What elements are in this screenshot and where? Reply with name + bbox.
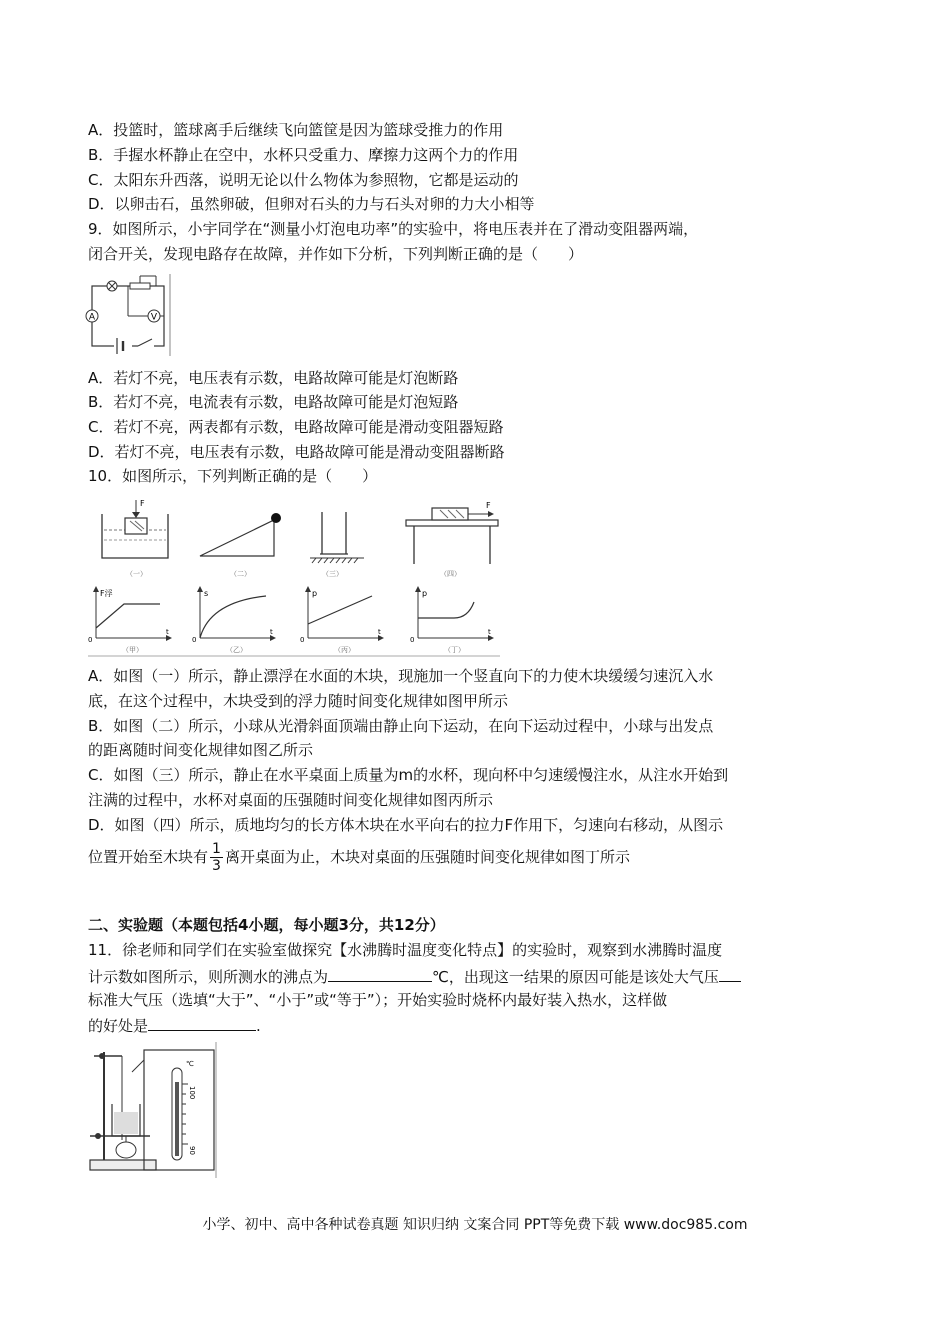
- q10-figures: [88, 492, 508, 657]
- q8-option-d: D．以卵击石，虽然卵破，但卵对石头的力与石头对卵的力大小相等: [88, 195, 535, 213]
- q10-option-c-line2: 注满的过程中，水杯对桌面的压强随时间变化规律如图丙所示: [88, 791, 494, 809]
- q10-stem: 10．如图所示，下列判断正确的是（ ）: [88, 467, 378, 485]
- q11-line2-mid: ℃，出现这一结果的原因可能是该处大气压: [432, 968, 719, 986]
- q10-option-c-line1: C．如图（三）所示，静止在水平桌面上质量为m的水杯，现向杯中匀速缓慢注水，从注水开始到: [88, 766, 729, 784]
- q11-line2: [88, 965, 741, 987]
- fig4-force-label: F: [486, 501, 491, 510]
- graph-ding-y-label: p: [422, 589, 428, 598]
- q9-option-d: D．若灯不亮，电压表有示数，电路故障可能是滑动变阻器断路: [88, 443, 505, 461]
- fraction-one-third: [210, 841, 223, 874]
- q11-blank-pressure[interactable]: [719, 965, 741, 982]
- q10-figure-1: [102, 499, 168, 578]
- q10-option-d-line1: D．如图（四）所示，质地均匀的长方体木块在水平向右的拉力F作用下，匀速向右移动，从图示: [88, 816, 724, 834]
- fig1-force-label: F: [140, 499, 145, 508]
- section2-heading: 二、实验题（本题包括4小题，每小题3分，共12分）: [88, 916, 445, 934]
- q10-graph-jia: [88, 586, 172, 654]
- graph-jia-y-label: F浮: [100, 589, 113, 598]
- q10-option-b-line1: B．如图（二）所示，小球从光滑斜面顶端由静止向下运动，在向下运动过程中，小球与出发点: [88, 717, 714, 735]
- q11-apparatus-figure: [88, 1042, 218, 1178]
- fraction-numerator: 1: [212, 841, 221, 857]
- q10-option-b-line2: 的距离随时间变化规律如图乙所示: [88, 741, 314, 759]
- graph-yi-t-label: t: [270, 628, 273, 636]
- q10-graph-bing: [300, 586, 384, 654]
- graph-bing-caption: （丙）: [334, 646, 355, 654]
- q9-stem-line1: 9．如图所示，小宇同学在“测量小灯泡电功率”的实验中，将电压表并在了滑动变阻器两端，: [88, 220, 699, 238]
- fig4-caption: （四）: [440, 570, 461, 578]
- q10-option-d-line2-post: 离开桌面为止，木块对桌面的压强随时间变化规律如图丁所示: [224, 848, 630, 866]
- q10-graph-yi: [192, 586, 276, 654]
- graph-jia-caption: （甲）: [122, 646, 143, 654]
- graph-ding-t-label: t: [488, 628, 491, 636]
- thermometer-label-100: 100: [188, 1086, 196, 1100]
- graph-bing-y-label: p: [312, 589, 318, 598]
- q10-figure-2: [200, 513, 281, 578]
- fig2-caption: （二）: [230, 570, 251, 578]
- q10-option-a-line2: 底，在这个过程中，木块受到的浮力随时间变化规律如图甲所示: [88, 692, 509, 710]
- graph-jia-t-label: t: [166, 628, 169, 636]
- q11-line3: 标准大气压（选填“大于”、“小于”或“等于”）；开始实验时烧杯内最好装入热水，这样做: [88, 991, 668, 1009]
- q10-figure-4: [406, 501, 498, 578]
- q8-option-a: A．投篮时，篮球离手后继续飞向篮筐是因为篮球受推力的作用: [88, 121, 504, 139]
- voltmeter-label: V: [150, 312, 158, 323]
- fraction-denominator: 3: [212, 858, 221, 874]
- ammeter-label: A: [88, 312, 96, 323]
- graph-yi-caption: （乙）: [226, 646, 247, 654]
- q11-line2-pre: 计示数如图所示，则所测水的沸点为: [88, 968, 329, 986]
- q8-option-c: C．太阳东升西落，说明无论以什么物体为参照物，它都是运动的: [88, 171, 519, 189]
- graph-bing-t-label: t: [378, 628, 381, 636]
- graph-yi-y-label: s: [204, 589, 209, 598]
- q11-blank-benefit[interactable]: [148, 1014, 256, 1031]
- thermometer-unit: ℃: [186, 1060, 194, 1068]
- graph-yi-origin: 0: [192, 636, 197, 644]
- graph-ding-caption: （丁）: [444, 646, 465, 654]
- q9-option-c: C．若灯不亮，两表都有示数，电路故障可能是滑动变阻器短路: [88, 418, 504, 436]
- q9-stem-line2: 闭合开关，发现电路存在故障，并作如下分析，下列判断正确的是（ ）: [88, 245, 584, 263]
- page-footer: 小学、初中、高中各种试卷真题 知识归纳 文案合同 PPT等免费下载 www.doc985.com: [202, 1217, 748, 1233]
- q11-line4-pre: 的好处是: [88, 1017, 149, 1035]
- q11-line4: [88, 1014, 261, 1036]
- thermometer-label-90: 90: [188, 1146, 196, 1155]
- graph-bing-origin: 0: [300, 636, 305, 644]
- fig1-caption: （一）: [126, 570, 147, 578]
- q11-blank-boiling-point[interactable]: [328, 965, 432, 982]
- fig3-caption: （三）: [322, 570, 343, 578]
- q10-option-a-line1: A．如图（一）所示，静止漂浮在水面的木块，现施加一个竖直向下的力使木块缓缓匀速沉入水: [88, 667, 714, 685]
- graph-ding-origin: 0: [410, 636, 415, 644]
- q11-line4-post: .: [256, 1017, 261, 1035]
- graph-jia-origin: 0: [88, 636, 93, 644]
- q11-line1: 11．徐老师和同学们在实验室做探究【水沸腾时温度变化特点】的实验时，观察到水沸腾时温度: [88, 941, 723, 959]
- q8-option-b: B．手握水杯静止在空中，水杯只受重力、摩擦力这两个力的作用: [88, 146, 519, 164]
- q10-graph-ding: [410, 586, 494, 654]
- q10-option-d-line2-pre: 位置开始至木块有: [88, 848, 209, 866]
- q9-option-a: A．若灯不亮，电压表有示数，电路故障可能是灯泡断路: [88, 369, 459, 387]
- q9-circuit-diagram: [86, 274, 188, 356]
- q9-option-b: B．若灯不亮，电流表有示数，电路故障可能是灯泡短路: [88, 393, 459, 411]
- q10-option-d-line2: [88, 838, 630, 876]
- q10-figure-3: [310, 512, 364, 578]
